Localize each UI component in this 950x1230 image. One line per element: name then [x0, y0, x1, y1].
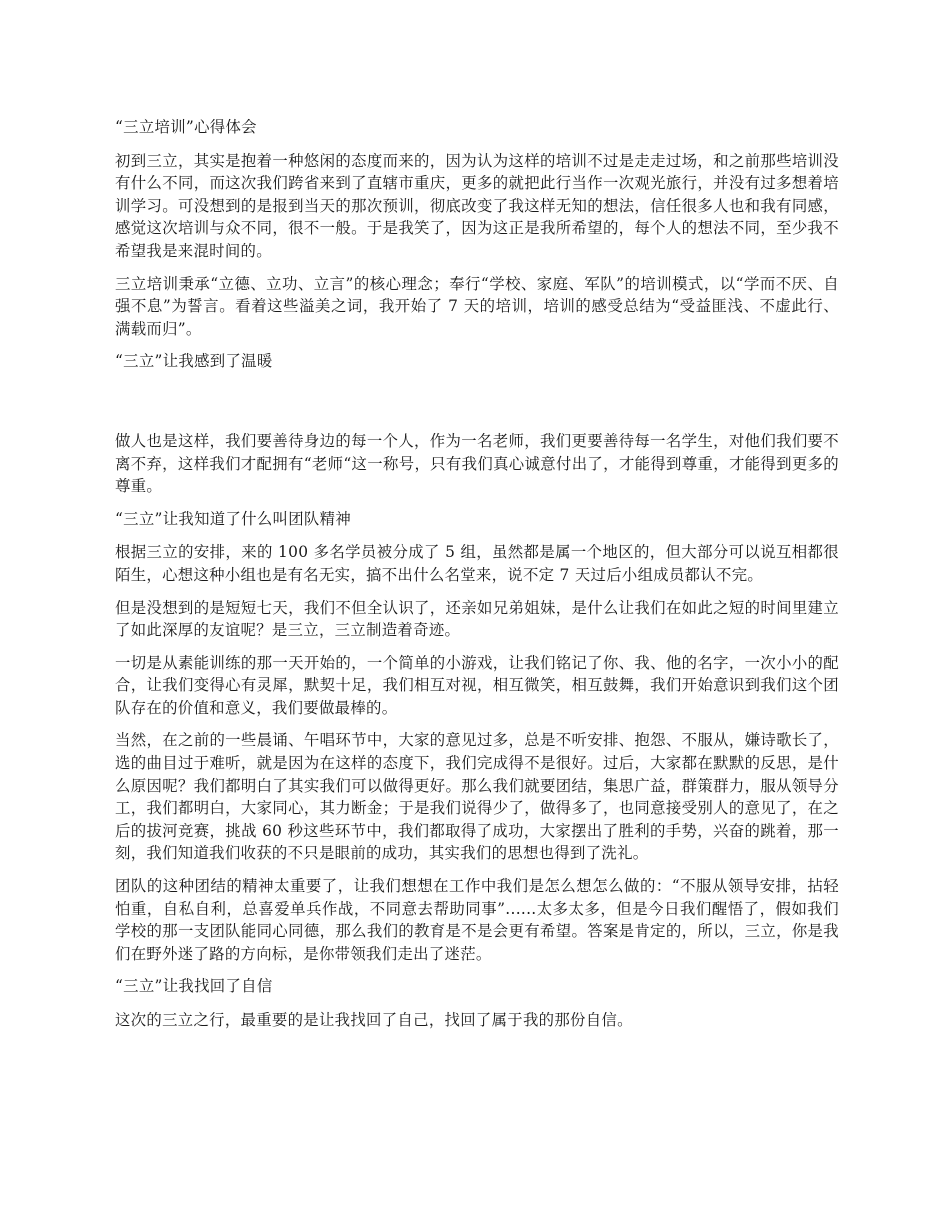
intro-paragraph-2: 三立培训秉承“立德、立功、立言”的核心理念；奉行“学校、家庭、军队”的培训模式，以“学而不厌、自强不息”为誓言。看着这些溢美之词，我开始了 7 天的培训，培训的感受总结为“受益匪浅、不虚此行、满载而归”。: [115, 274, 839, 338]
section-heading-confidence: “三立”让我找回了自信: [115, 977, 273, 996]
document-title: “三立培训”心得体会: [115, 118, 257, 136]
teamwork-paragraph-3: 一切是从素能训练的那一天开始的，一个简单的小游戏，让我们铭记了你、我、他的名字，一次小小的配合，让我们变得心有灵犀，默契十足，我们相互对视，相互微笑，相互鼓舞，我们开始意识到我们这个团队存在的价值和意义，我们要做最棒的。: [115, 653, 839, 717]
warmth-paragraph-1: 做人也是这样，我们要善待身边的每一个人，作为一名老师，我们更要善待每一名学生，对他们我们要不离不弃，这样我们才配拥有“老师“这一称号，只有我们真心诚意付出了，才能得到尊重，才能得到更多的尊重。: [115, 431, 839, 496]
teamwork-paragraph-4: 当然，在之前的一些晨诵、午唱环节中，大家的意见过多，总是不听安排、抱怨、不服从，嫌诗歌长了，选的曲目过于难听，就是因为在这样的态度下，我们完成得不是很好。过后，大家都在默默的反思，是什么原因呢？我们都明白了其实我们可以做得更好。那么我们就要团结，集思广益，群策群力，服从领导分工，我们都明白，大家同心，其力断金；于是我们说得少了，做得多了，也同意接受别人的意见了，在之后的拔河竞赛，挑战 60 秒这些环节中，我们都取得了成功，大家摆出了胜利的手势，兴奋的跳着，那一刻，我们知道我们收获的不只是眼前的成功，其实我们的思想也得到了洗礼。: [115, 731, 839, 863]
teamwork-paragraph-2: 但是没想到的是短短七天，我们不但全认识了，还亲如兄弟姐妹，是什么让我们在如此之短的时间里建立了如此深厚的友谊呢？是三立，三立制造着奇迹。: [115, 598, 839, 640]
intro-paragraph-1: 初到三立，其实是抱着一种悠闲的态度而来的，因为认为这样的培训不过是走走过场，和之前那些培训没有什么不同，而这次我们跨省来到了直辖市重庆，更多的就把此行当作一次观光旅行，并没有过多想着培训学习。可没想到的是报到当天的那次预训，彻底改变了我这样无知的想法，信任很多人也和我有同感，感觉这次培训与众不同，很不一般。于是我笑了，因为这正是我所希望的，每个人的想法不同，至少我不希望我是来混时间的。: [115, 151, 839, 260]
section-heading-warmth: “三立”让我感到了温暖: [115, 352, 273, 371]
teamwork-paragraph-5: 团队的这种团结的精神太重要了，让我们想想在工作中我们是怎么想怎么做的：“不服从领导安排，拈轻怕重，自私自利，总喜爱单兵作战，不同意去帮助同事”......太多太多，但是今日我们醒悟了，假如我们学校的那一支团队能同心同德，那么我们的教育是不是会更有希望。答案是肯定的，所以，三立，你是我们在野外迷了路的方向标，是你带领我们走出了迷茫。: [115, 877, 839, 963]
confidence-paragraph-1: 这次的三立之行，最重要的是让我找回了自己，找回了属于我的那份自信。: [115, 1011, 633, 1029]
section-heading-teamwork: “三立”让我知道了什么叫团队精神: [115, 509, 352, 528]
teamwork-paragraph-1: 根据三立的安排，来的 100 多名学员被分成了 5 组，虽然都是属一个地区的，但大部分可以说互相都很陌生，心想这种小组也是有名无实，搞不出什么名堂来，说不定 7 天过后小组成员都认不完。: [115, 543, 839, 584]
document-page: [115, 116, 839, 1042]
